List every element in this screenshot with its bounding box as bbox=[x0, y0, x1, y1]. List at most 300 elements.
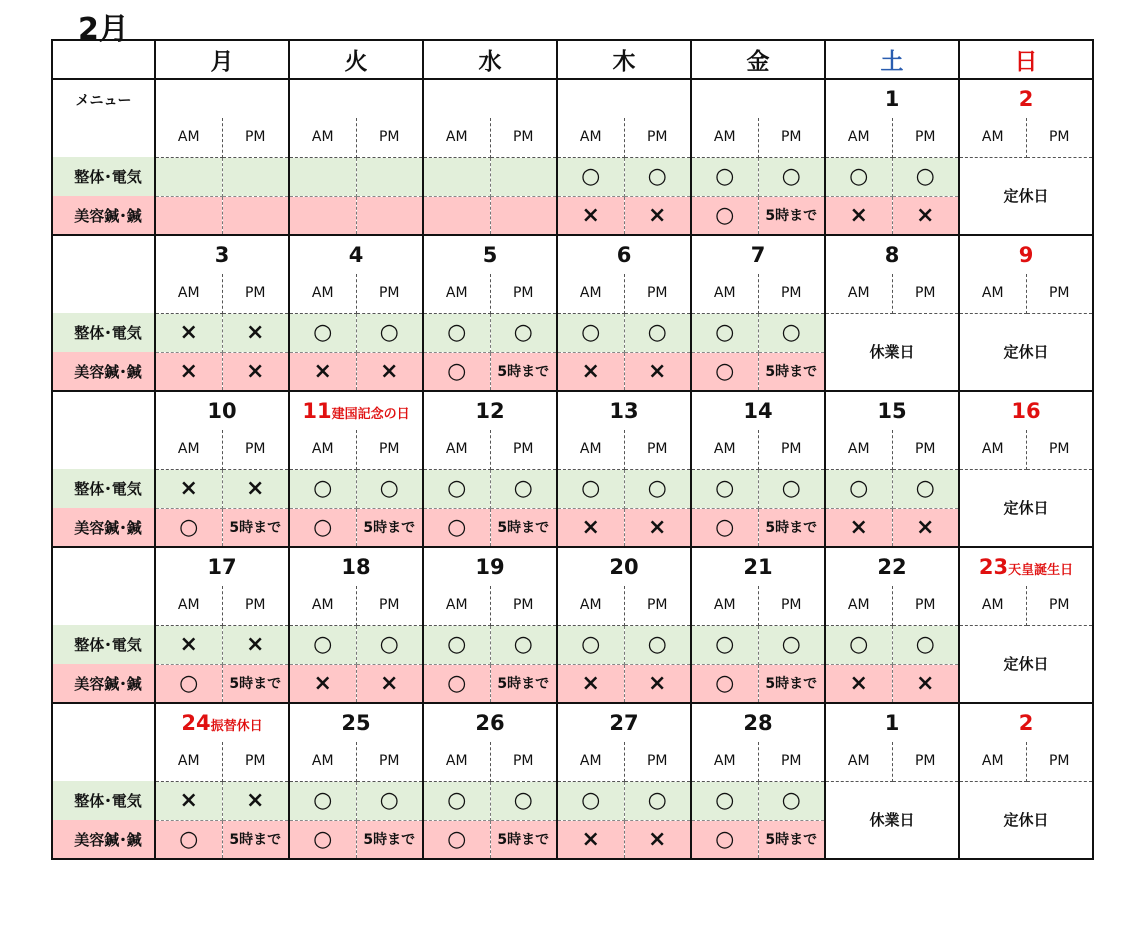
pm-status: × bbox=[222, 313, 289, 352]
date-cell bbox=[691, 235, 825, 274]
am-status: ○ bbox=[691, 352, 758, 391]
menu-cell bbox=[52, 703, 155, 781]
pm-label: PM bbox=[758, 742, 825, 781]
am-label: AM bbox=[155, 430, 222, 469]
am-status bbox=[155, 196, 222, 235]
pm-status: × bbox=[624, 820, 691, 859]
date-number: 22 bbox=[877, 555, 907, 579]
weekday-mon: 月 bbox=[155, 40, 289, 79]
pm-status: 5時まで bbox=[758, 352, 825, 391]
date-cell bbox=[557, 703, 691, 742]
weekday-sun: 日 bbox=[959, 40, 1093, 79]
service-label: 整体･電気 bbox=[52, 781, 155, 820]
am-status: × bbox=[557, 664, 624, 703]
pm-status: ○ bbox=[356, 469, 423, 508]
menu-label: メニュー bbox=[75, 92, 132, 109]
date-cell bbox=[155, 391, 289, 430]
pm-status: ○ bbox=[892, 625, 959, 664]
corner-cell bbox=[52, 40, 155, 79]
pm-label: PM bbox=[356, 274, 423, 313]
am-status: ○ bbox=[289, 313, 356, 352]
am-status bbox=[155, 157, 222, 196]
pm-status: 5時まで bbox=[356, 508, 423, 547]
am-label: AM bbox=[557, 430, 624, 469]
pm-status: ○ bbox=[758, 313, 825, 352]
am-status: ○ bbox=[423, 781, 490, 820]
holiday-name: 振替休日 bbox=[210, 719, 263, 734]
am-status: ○ bbox=[691, 313, 758, 352]
am-status: ○ bbox=[825, 625, 892, 664]
pm-status: × bbox=[222, 469, 289, 508]
date-cell bbox=[423, 703, 557, 742]
pm-label: PM bbox=[758, 430, 825, 469]
am-status: ○ bbox=[289, 508, 356, 547]
pm-status: × bbox=[892, 508, 959, 547]
pm-status: × bbox=[624, 664, 691, 703]
service-row bbox=[52, 157, 1093, 196]
pm-status: ○ bbox=[356, 781, 423, 820]
pm-label: PM bbox=[356, 742, 423, 781]
date-cell bbox=[289, 391, 423, 430]
ampm-row bbox=[52, 274, 1093, 313]
pm-status: × bbox=[624, 508, 691, 547]
pm-status: × bbox=[222, 625, 289, 664]
pm-label: PM bbox=[1026, 586, 1093, 625]
am-status: × bbox=[557, 196, 624, 235]
closed-day-label: 休業日 bbox=[825, 313, 959, 391]
am-status: ○ bbox=[155, 820, 222, 859]
pm-status: 5時まで bbox=[758, 664, 825, 703]
pm-status: × bbox=[222, 781, 289, 820]
pm-label: PM bbox=[490, 586, 557, 625]
date-cell bbox=[289, 703, 423, 742]
pm-status: 5時まで bbox=[222, 664, 289, 703]
pm-status: ○ bbox=[356, 313, 423, 352]
am-status: ○ bbox=[557, 625, 624, 664]
am-label: AM bbox=[825, 118, 892, 157]
date-number: 27 bbox=[609, 711, 639, 735]
date-cell bbox=[557, 547, 691, 586]
am-status: × bbox=[289, 664, 356, 703]
am-label: AM bbox=[825, 742, 892, 781]
am-status: × bbox=[557, 820, 624, 859]
pm-status: × bbox=[624, 196, 691, 235]
am-status: ○ bbox=[691, 820, 758, 859]
menu-cell bbox=[52, 79, 155, 157]
closed-day-label: 定休日 bbox=[959, 625, 1093, 703]
date-cell bbox=[155, 79, 289, 118]
date-number: 9 bbox=[1018, 243, 1034, 267]
menu-cell bbox=[52, 391, 155, 469]
date-cell bbox=[557, 391, 691, 430]
pm-label: PM bbox=[758, 118, 825, 157]
am-status: ○ bbox=[423, 508, 490, 547]
pm-label: PM bbox=[356, 586, 423, 625]
date-cell bbox=[289, 547, 423, 586]
service-row bbox=[52, 625, 1093, 664]
am-status: ○ bbox=[691, 508, 758, 547]
am-label: AM bbox=[155, 274, 222, 313]
date-cell bbox=[155, 235, 289, 274]
pm-status bbox=[222, 196, 289, 235]
date-number: 23 bbox=[978, 555, 1009, 579]
am-status: × bbox=[557, 508, 624, 547]
am-status: × bbox=[825, 508, 892, 547]
date-row bbox=[52, 391, 1093, 430]
date-cell bbox=[959, 235, 1093, 274]
pm-status: 5時まで bbox=[356, 820, 423, 859]
am-label: AM bbox=[825, 430, 892, 469]
date-number: 16 bbox=[1011, 399, 1041, 423]
date-number: 25 bbox=[341, 711, 371, 735]
closed-day-label: 定休日 bbox=[959, 157, 1093, 235]
pm-status: × bbox=[892, 196, 959, 235]
am-status: ○ bbox=[289, 781, 356, 820]
am-status bbox=[423, 157, 490, 196]
date-number: 8 bbox=[884, 243, 900, 267]
am-status: × bbox=[557, 352, 624, 391]
am-status bbox=[289, 157, 356, 196]
am-status: ○ bbox=[557, 157, 624, 196]
am-status bbox=[289, 196, 356, 235]
pm-status: ○ bbox=[624, 781, 691, 820]
closed-day-label: 定休日 bbox=[959, 313, 1093, 391]
pm-label: PM bbox=[624, 742, 691, 781]
date-cell bbox=[289, 79, 423, 118]
service-row bbox=[52, 664, 1093, 703]
service-label: 整体･電気 bbox=[52, 625, 155, 664]
service-label: 美容鍼･鍼 bbox=[52, 508, 155, 547]
pm-label: PM bbox=[1026, 742, 1093, 781]
am-status: ○ bbox=[691, 625, 758, 664]
date-cell bbox=[423, 235, 557, 274]
date-number: 2 bbox=[1018, 711, 1034, 735]
am-status: ○ bbox=[557, 313, 624, 352]
pm-label: PM bbox=[892, 274, 959, 313]
date-cell bbox=[155, 547, 289, 586]
date-number: 13 bbox=[609, 399, 639, 423]
am-label: AM bbox=[155, 742, 222, 781]
am-status: ○ bbox=[423, 352, 490, 391]
am-status: ○ bbox=[423, 625, 490, 664]
date-cell bbox=[691, 703, 825, 742]
pm-label: PM bbox=[758, 586, 825, 625]
pm-label: PM bbox=[356, 118, 423, 157]
service-row bbox=[52, 313, 1093, 352]
am-label: AM bbox=[155, 118, 222, 157]
date-cell bbox=[557, 235, 691, 274]
pm-label: PM bbox=[356, 430, 423, 469]
date-number: 18 bbox=[341, 555, 371, 579]
pm-status: 5時まで bbox=[758, 508, 825, 547]
am-label: AM bbox=[691, 586, 758, 625]
am-status: × bbox=[155, 625, 222, 664]
service-label: 美容鍼･鍼 bbox=[52, 352, 155, 391]
pm-label: PM bbox=[758, 274, 825, 313]
date-number: 24 bbox=[181, 711, 211, 735]
date-cell bbox=[423, 79, 557, 118]
date-cell bbox=[423, 391, 557, 430]
pm-label: PM bbox=[222, 586, 289, 625]
pm-status: 5時まで bbox=[222, 820, 289, 859]
weekday-thu: 木 bbox=[557, 40, 691, 79]
pm-label: PM bbox=[222, 274, 289, 313]
date-number: 17 bbox=[207, 555, 237, 579]
pm-label: PM bbox=[892, 118, 959, 157]
pm-status: × bbox=[892, 664, 959, 703]
am-status: ○ bbox=[155, 508, 222, 547]
date-number: 15 bbox=[877, 399, 907, 423]
am-label: AM bbox=[423, 586, 490, 625]
date-number: 14 bbox=[743, 399, 773, 423]
service-label: 美容鍼･鍼 bbox=[52, 664, 155, 703]
am-label: AM bbox=[155, 586, 222, 625]
am-label: AM bbox=[959, 274, 1026, 313]
pm-status: 5時まで bbox=[490, 664, 557, 703]
am-label: AM bbox=[959, 118, 1026, 157]
pm-label: PM bbox=[892, 430, 959, 469]
service-row bbox=[52, 196, 1093, 235]
am-status: ○ bbox=[423, 313, 490, 352]
pm-status: ○ bbox=[758, 781, 825, 820]
pm-label: PM bbox=[624, 586, 691, 625]
date-cell bbox=[691, 547, 825, 586]
am-status: ○ bbox=[557, 781, 624, 820]
weekday-tue: 火 bbox=[289, 40, 423, 79]
date-row bbox=[52, 703, 1093, 742]
date-row bbox=[52, 79, 1093, 118]
am-status: ○ bbox=[423, 820, 490, 859]
date-cell bbox=[557, 79, 691, 118]
holiday-name: 建国記念の日 bbox=[331, 407, 410, 422]
ampm-row bbox=[52, 742, 1093, 781]
date-number: 1 bbox=[884, 711, 900, 735]
pm-status: ○ bbox=[490, 313, 557, 352]
date-number: 12 bbox=[475, 399, 505, 423]
am-label: AM bbox=[557, 274, 624, 313]
am-status: ○ bbox=[557, 469, 624, 508]
am-status: × bbox=[155, 469, 222, 508]
pm-status: 5時まで bbox=[490, 820, 557, 859]
date-number: 11 bbox=[302, 399, 332, 423]
pm-status: ○ bbox=[624, 313, 691, 352]
am-status: × bbox=[155, 781, 222, 820]
am-label: AM bbox=[825, 274, 892, 313]
am-status: ○ bbox=[155, 664, 222, 703]
pm-status: × bbox=[222, 352, 289, 391]
pm-status bbox=[490, 196, 557, 235]
pm-status: 5時まで bbox=[758, 196, 825, 235]
pm-label: PM bbox=[624, 430, 691, 469]
pm-status: × bbox=[624, 352, 691, 391]
service-row bbox=[52, 469, 1093, 508]
date-row bbox=[52, 235, 1093, 274]
pm-status: ○ bbox=[892, 157, 959, 196]
pm-status: ○ bbox=[490, 781, 557, 820]
date-number: 5 bbox=[482, 243, 498, 267]
am-label: AM bbox=[557, 586, 624, 625]
closed-day-label: 定休日 bbox=[959, 469, 1093, 547]
pm-status: 5時まで bbox=[490, 508, 557, 547]
am-status: ○ bbox=[825, 157, 892, 196]
ampm-row bbox=[52, 118, 1093, 157]
pm-label: PM bbox=[490, 118, 557, 157]
pm-label: PM bbox=[892, 742, 959, 781]
am-label: AM bbox=[557, 118, 624, 157]
pm-status: ○ bbox=[624, 157, 691, 196]
date-number: 26 bbox=[475, 711, 505, 735]
date-cell bbox=[289, 235, 423, 274]
service-label: 整体･電気 bbox=[52, 469, 155, 508]
am-status: ○ bbox=[289, 820, 356, 859]
pm-status: ○ bbox=[490, 625, 557, 664]
date-cell bbox=[691, 79, 825, 118]
am-status: ○ bbox=[825, 469, 892, 508]
pm-label: PM bbox=[1026, 430, 1093, 469]
date-cell bbox=[825, 79, 959, 118]
am-status: × bbox=[825, 664, 892, 703]
date-number: 19 bbox=[475, 555, 505, 579]
date-cell bbox=[825, 391, 959, 430]
am-label: AM bbox=[289, 742, 356, 781]
weekday-wed: 水 bbox=[423, 40, 557, 79]
am-label: AM bbox=[959, 586, 1026, 625]
pm-status bbox=[490, 157, 557, 196]
am-label: AM bbox=[289, 430, 356, 469]
am-status bbox=[423, 196, 490, 235]
pm-label: PM bbox=[222, 742, 289, 781]
date-cell bbox=[825, 235, 959, 274]
date-cell bbox=[155, 703, 289, 742]
am-status: ○ bbox=[691, 157, 758, 196]
am-status: × bbox=[155, 313, 222, 352]
am-label: AM bbox=[691, 430, 758, 469]
pm-status bbox=[356, 157, 423, 196]
date-cell bbox=[959, 547, 1093, 586]
am-label: AM bbox=[691, 742, 758, 781]
date-number: 4 bbox=[348, 243, 364, 267]
pm-status: 5時まで bbox=[490, 352, 557, 391]
date-cell bbox=[423, 547, 557, 586]
date-cell bbox=[959, 391, 1093, 430]
pm-status: × bbox=[356, 352, 423, 391]
pm-label: PM bbox=[1026, 274, 1093, 313]
pm-status bbox=[356, 196, 423, 235]
date-number: 7 bbox=[750, 243, 766, 267]
service-label: 整体･電気 bbox=[52, 313, 155, 352]
date-cell bbox=[825, 547, 959, 586]
date-number: 20 bbox=[609, 555, 639, 579]
am-status: × bbox=[825, 196, 892, 235]
holiday-name: 天皇誕生日 bbox=[1008, 563, 1074, 578]
am-label: AM bbox=[959, 742, 1026, 781]
am-label: AM bbox=[423, 118, 490, 157]
am-status: ○ bbox=[423, 469, 490, 508]
am-label: AM bbox=[423, 274, 490, 313]
pm-status: ○ bbox=[758, 157, 825, 196]
month-title: 2月 bbox=[78, 12, 129, 47]
service-label: 美容鍼･鍼 bbox=[52, 196, 155, 235]
am-status: × bbox=[155, 352, 222, 391]
menu-cell bbox=[52, 235, 155, 313]
pm-status: 5時まで bbox=[758, 820, 825, 859]
pm-label: PM bbox=[222, 118, 289, 157]
pm-label: PM bbox=[624, 274, 691, 313]
pm-status bbox=[222, 157, 289, 196]
am-label: AM bbox=[289, 118, 356, 157]
weekday-fri: 金 bbox=[691, 40, 825, 79]
date-number: 2 bbox=[1018, 87, 1034, 111]
date-row bbox=[52, 547, 1093, 586]
pm-label: PM bbox=[1026, 118, 1093, 157]
am-label: AM bbox=[423, 742, 490, 781]
pm-status: ○ bbox=[624, 469, 691, 508]
date-number: 28 bbox=[743, 711, 773, 735]
pm-status: ○ bbox=[758, 469, 825, 508]
am-status: ○ bbox=[289, 469, 356, 508]
date-cell bbox=[959, 79, 1093, 118]
am-status: × bbox=[289, 352, 356, 391]
date-cell bbox=[691, 391, 825, 430]
pm-status: ○ bbox=[758, 625, 825, 664]
am-status: ○ bbox=[289, 625, 356, 664]
pm-status: 5時まで bbox=[222, 508, 289, 547]
am-label: AM bbox=[691, 118, 758, 157]
pm-label: PM bbox=[222, 430, 289, 469]
service-row bbox=[52, 508, 1093, 547]
date-number: 3 bbox=[214, 243, 230, 267]
am-label: AM bbox=[691, 274, 758, 313]
am-label: AM bbox=[959, 430, 1026, 469]
ampm-row bbox=[52, 586, 1093, 625]
service-row bbox=[52, 781, 1093, 820]
pm-label: PM bbox=[490, 274, 557, 313]
am-status: ○ bbox=[691, 469, 758, 508]
weekday-sat: 土 bbox=[825, 40, 959, 79]
service-label: 整体･電気 bbox=[52, 157, 155, 196]
am-status: ○ bbox=[691, 664, 758, 703]
menu-cell bbox=[52, 547, 155, 625]
date-cell bbox=[959, 703, 1093, 742]
pm-status: ○ bbox=[624, 625, 691, 664]
pm-label: PM bbox=[490, 742, 557, 781]
ampm-row bbox=[52, 430, 1093, 469]
closed-day-label: 休業日 bbox=[825, 781, 959, 859]
pm-label: PM bbox=[892, 586, 959, 625]
weekday-header-row bbox=[52, 40, 1093, 79]
service-label: 美容鍼･鍼 bbox=[52, 820, 155, 859]
am-label: AM bbox=[825, 586, 892, 625]
am-status: ○ bbox=[691, 196, 758, 235]
date-number: 10 bbox=[207, 399, 237, 423]
pm-status: × bbox=[356, 664, 423, 703]
am-label: AM bbox=[423, 430, 490, 469]
am-label: AM bbox=[557, 742, 624, 781]
date-number: 1 bbox=[884, 87, 900, 111]
pm-status: ○ bbox=[356, 625, 423, 664]
pm-label: PM bbox=[624, 118, 691, 157]
date-cell bbox=[825, 703, 959, 742]
pm-status: ○ bbox=[490, 469, 557, 508]
am-label: AM bbox=[289, 274, 356, 313]
am-label: AM bbox=[289, 586, 356, 625]
date-number: 6 bbox=[616, 243, 632, 267]
pm-status: ○ bbox=[892, 469, 959, 508]
date-number: 21 bbox=[743, 555, 773, 579]
am-status: ○ bbox=[423, 664, 490, 703]
schedule-calendar bbox=[51, 39, 1094, 860]
closed-day-label: 定休日 bbox=[959, 781, 1093, 859]
